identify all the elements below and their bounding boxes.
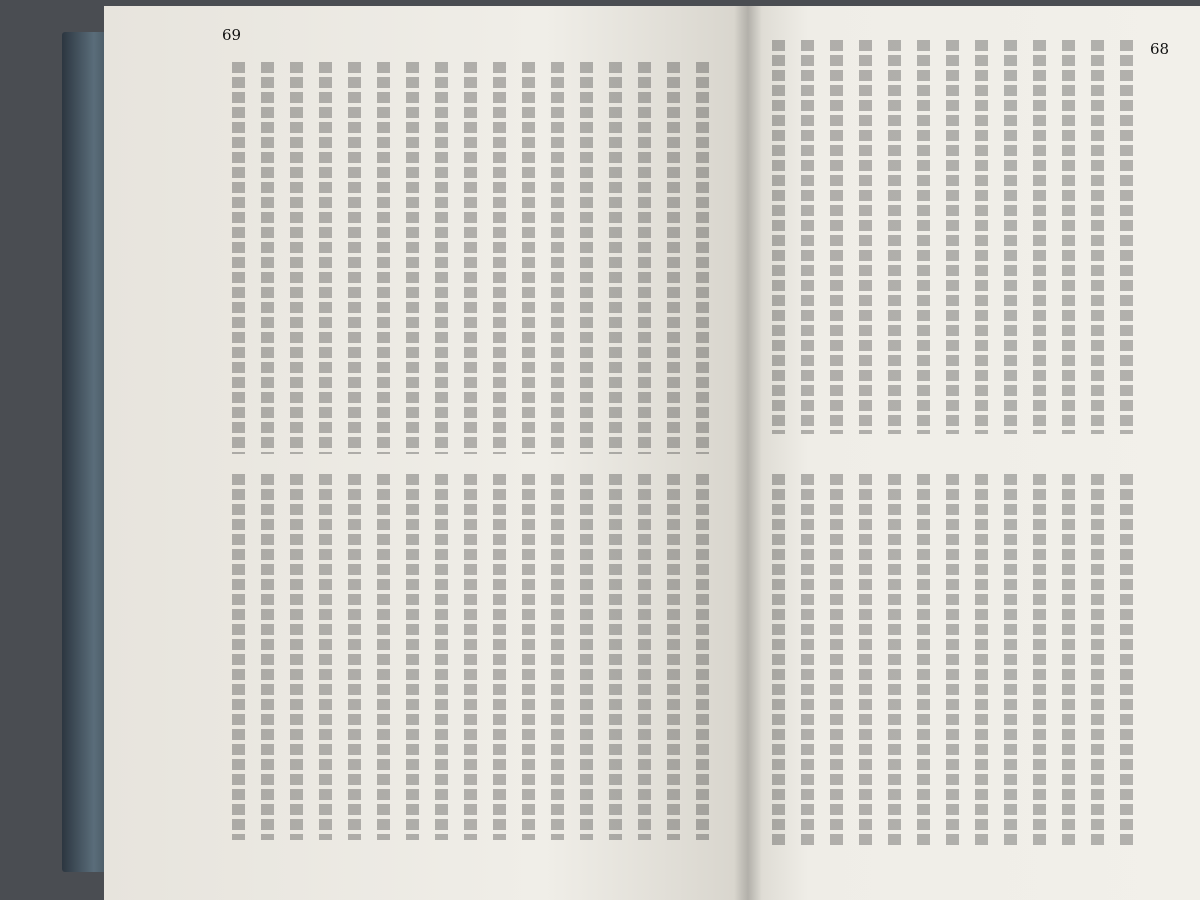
right-page-number: 68 <box>1150 40 1170 58</box>
text-column-placeholder <box>1062 40 1075 434</box>
text-column-placeholder <box>830 474 843 846</box>
text-column-placeholder <box>696 62 709 454</box>
text-column-placeholder <box>522 474 535 840</box>
text-column-placeholder <box>1004 474 1017 846</box>
text-column-placeholder <box>1062 474 1075 846</box>
text-column-placeholder <box>493 474 506 840</box>
text-column-placeholder <box>377 474 390 840</box>
text-column-placeholder <box>232 474 245 840</box>
book-gutter <box>734 6 762 900</box>
text-column-placeholder <box>464 62 477 454</box>
text-column-placeholder <box>975 474 988 846</box>
right-page-text-placeholder-bottom <box>772 474 1133 846</box>
text-column-placeholder <box>696 474 709 840</box>
text-column-placeholder <box>551 62 564 454</box>
text-column-placeholder <box>406 62 419 454</box>
text-column-placeholder <box>1033 40 1046 434</box>
text-column-placeholder <box>1120 40 1133 434</box>
text-column-placeholder <box>406 474 419 840</box>
text-column-placeholder <box>290 474 303 840</box>
text-column-placeholder <box>888 474 901 846</box>
text-column-placeholder <box>348 474 361 840</box>
text-column-placeholder <box>638 62 651 454</box>
left-page-number: 69 <box>222 26 242 44</box>
text-column-placeholder <box>464 474 477 840</box>
text-column-placeholder <box>772 40 785 434</box>
text-column-placeholder <box>946 474 959 846</box>
text-column-placeholder <box>667 474 680 840</box>
text-column-placeholder <box>319 62 332 454</box>
text-column-placeholder <box>522 62 535 454</box>
text-column-placeholder <box>638 474 651 840</box>
text-column-placeholder <box>377 62 390 454</box>
text-column-placeholder <box>975 40 988 434</box>
text-column-placeholder <box>859 40 872 434</box>
text-column-placeholder <box>580 62 593 454</box>
text-column-placeholder <box>261 62 274 454</box>
text-column-placeholder <box>609 474 622 840</box>
text-column-placeholder <box>290 62 303 454</box>
text-column-placeholder <box>1033 474 1046 846</box>
text-column-placeholder <box>801 474 814 846</box>
text-column-placeholder <box>917 40 930 434</box>
left-page-text-placeholder-bottom <box>232 474 709 840</box>
text-column-placeholder <box>1091 474 1104 846</box>
text-column-placeholder <box>801 40 814 434</box>
text-column-placeholder <box>261 474 274 840</box>
text-column-placeholder <box>580 474 593 840</box>
text-column-placeholder <box>609 62 622 454</box>
text-column-placeholder <box>917 474 930 846</box>
text-column-placeholder <box>1091 40 1104 434</box>
text-column-placeholder <box>888 40 901 434</box>
text-column-placeholder <box>493 62 506 454</box>
text-column-placeholder <box>232 62 245 454</box>
left-page-text-placeholder-top <box>232 62 709 454</box>
text-column-placeholder <box>667 62 680 454</box>
text-column-placeholder <box>859 474 872 846</box>
text-column-placeholder <box>1120 474 1133 846</box>
text-column-placeholder <box>830 40 843 434</box>
text-column-placeholder <box>435 62 448 454</box>
text-column-placeholder <box>319 474 332 840</box>
text-column-placeholder <box>1004 40 1017 434</box>
text-column-placeholder <box>772 474 785 846</box>
right-page-text-placeholder-top <box>772 40 1133 434</box>
text-column-placeholder <box>946 40 959 434</box>
text-column-placeholder <box>551 474 564 840</box>
text-column-placeholder <box>435 474 448 840</box>
text-column-placeholder <box>348 62 361 454</box>
